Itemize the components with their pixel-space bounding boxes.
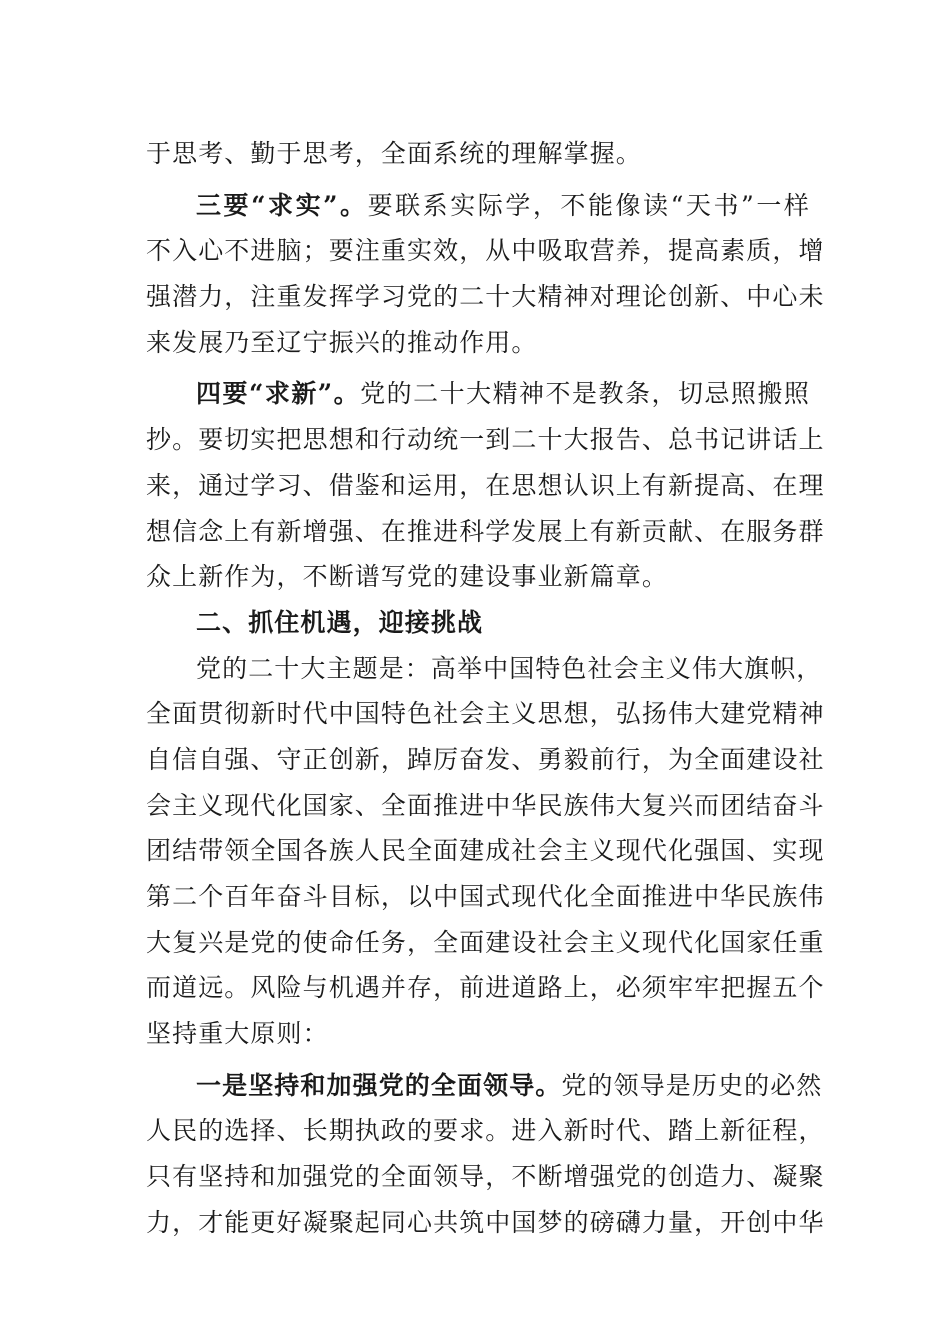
- section-title: 二、抓住机遇，迎接挑战: [196, 607, 484, 637]
- paragraph-heading: 一是坚持和加强党的全面领导。: [196, 1070, 562, 1100]
- paragraph-line: 自信自强、守正创新，踔厉奋发、勇毅前行，为全面建设社: [146, 744, 825, 774]
- paragraph-line: 团结带领全国各族人民全面建成社会主义现代化强国、实现: [146, 836, 825, 866]
- paragraph-line: [146, 1063, 823, 1109]
- paragraph-line: 来发展乃至辽宁振兴的推动作用。: [146, 327, 538, 357]
- paragraph-text: 要联系实际学，不能像读“天书”一样: [367, 190, 810, 220]
- paragraph-line: 力，才能更好凝聚起同心共筑中国梦的磅礴力量，开创中华: [146, 1207, 825, 1237]
- paragraph-line: 来，通过学习、借鉴和运用，在思想认识上有新提高、在理: [146, 470, 825, 500]
- paragraph-line: 大复兴是党的使命任务，全面建设社会主义现代化国家任重: [146, 927, 825, 957]
- paragraph-line: 抄。要切实把思想和行动统一到二十大报告、总书记讲话上: [146, 425, 825, 455]
- paragraph-text: 党的领导是历史的必然: [561, 1070, 823, 1100]
- paragraph-line: 而道远。风险与机遇并存，前进道路上，必须牢牢把握五个: [146, 973, 825, 1003]
- paragraph-line: 全面贯彻新时代中国特色社会主义思想，弘扬伟大建党精神: [146, 699, 825, 729]
- paragraph-line: 会主义现代化国家、全面推进中华民族伟大复兴而团结奋斗: [146, 790, 825, 820]
- paragraph-text: 党的二十大精神不是教条，切忌照搬照: [360, 379, 810, 409]
- paragraph-heading: 四要“求新”。: [196, 379, 361, 409]
- paragraph-line: 人民的选择、长期执政的要求。进入新时代、踏上新征程，: [146, 1116, 825, 1146]
- paragraph-line: 想信念上有新增强、在推进科学发展上有新贡献、在服务群: [146, 516, 825, 546]
- paragraph-line: [146, 371, 810, 417]
- paragraph-line: 不入心不进脑；要注重实效，从中吸取营养，提高素质，增: [146, 236, 825, 266]
- paragraph-line: 只有坚持和加强党的全面领导，不断增强党的创造力、凝聚: [146, 1162, 825, 1192]
- paragraph-line: 党的二十大主题是：高举中国特色社会主义伟大旗帜，: [196, 653, 823, 683]
- paragraph-line: 众上新作为，不断谱写党的建设事业新篇章。: [146, 562, 669, 592]
- paragraph-line: 于思考、勤于思考，全面系统的理解掌握。: [146, 139, 642, 168]
- paragraph-line: [146, 183, 810, 229]
- document-body: [146, 131, 825, 1246]
- paragraph-heading: 三要“求实”。: [196, 190, 368, 220]
- paragraph-line: 第二个百年奋斗目标，以中国式现代化全面推进中华民族伟: [146, 882, 825, 911]
- paragraph-line: 坚持重大原则：: [146, 1019, 329, 1049]
- paragraph-line: 强潜力，注重发挥学习党的二十大精神对理论创新、中心未: [146, 282, 825, 312]
